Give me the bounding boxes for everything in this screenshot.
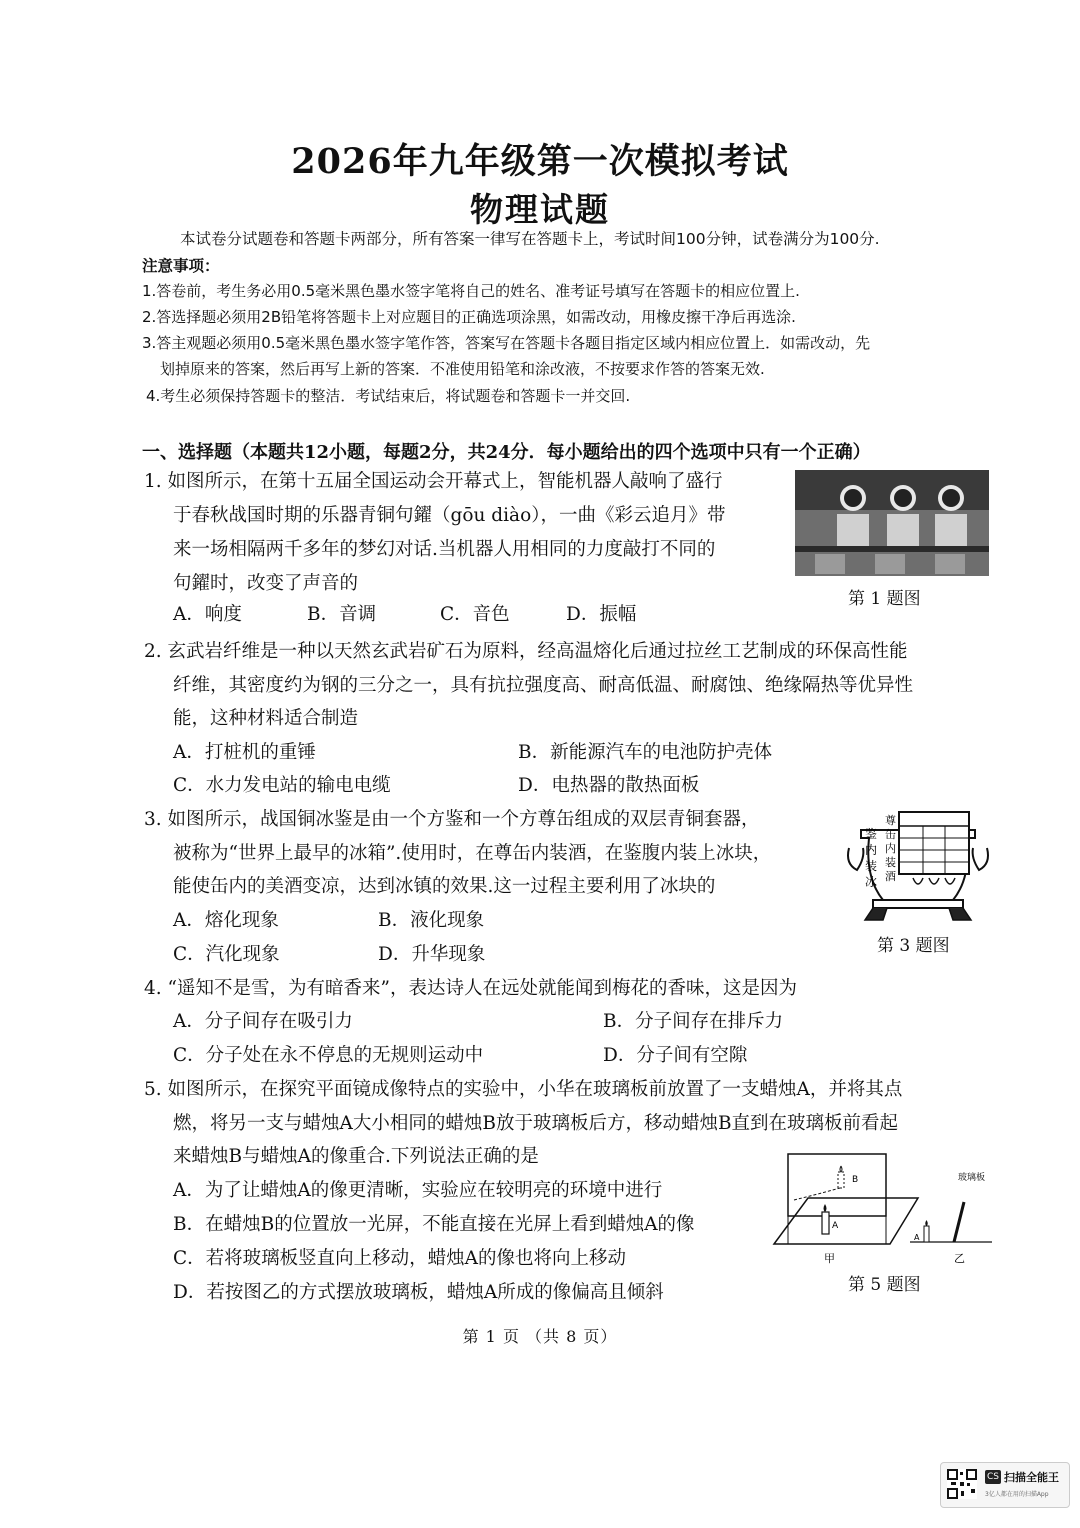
q3-label-ice-3: 装: [865, 859, 878, 873]
q5-figure-caption: 第 5 题图: [848, 1275, 921, 1295]
q2-option-d: D．电热器的散热面板: [518, 775, 700, 796]
exam-subtitle: 物理试题: [470, 190, 610, 229]
q1-option-b: B．音调: [307, 604, 377, 625]
exam-title: 2026年九年级第一次模拟考试: [291, 141, 789, 182]
notice-item: 3.答主观题必须用0.5毫米黑色墨水签字笔作答，答案写在答题卡各题目指定区域内相应位置上．如需改动，先: [142, 334, 871, 352]
q4-option-d: D．分子间有空隙: [603, 1045, 748, 1066]
q5-option-b: B．在蜡烛B的位置放一光屏，不能直接在光屏上看到蜡烛A的像: [173, 1214, 695, 1235]
q5-mirror-figure: [768, 1146, 994, 1268]
q2-option-b: B．新能源汽车的电池防护壳体: [518, 742, 773, 763]
q1-option-a: A．响度: [173, 604, 242, 625]
notice-heading: 注意事项：: [142, 257, 220, 275]
q4-option-c: C．分子处在永不停息的无规则运动中: [173, 1045, 484, 1066]
notice-item: 1.答卷前，考生务必用0.5毫米黑色墨水签字笔将自己的姓名、准考证号填写在答题卡的相应位置上.: [142, 282, 800, 300]
page-footer: 第 1 页 （共 8 页）: [462, 1327, 618, 1346]
q1-robot-photo: [795, 470, 989, 576]
q1-option-c: C．音色: [440, 604, 510, 625]
exam-intro: 本试卷分试题卷和答题卡两部分，所有答案一律写在答题卡上，考试时间100分钟，试卷满分为100分.: [180, 230, 880, 248]
q3-line: 被称为“世界上最早的冰箱”.使用时，在尊缶内装酒，在鉴腹内装上冰块，: [173, 843, 772, 864]
q2-line: 2. 玄武岩纤维是一种以天然玄武岩矿石为原料，经高温熔化后通过拉丝工艺制成的环保高性能: [144, 641, 908, 662]
q5-line: 来蜡烛B与蜡烛A的像重合.下列说法正确的是: [173, 1146, 539, 1167]
q2-line: 能，这种材料适合制造: [173, 708, 359, 729]
q4-option-b: B．分子间存在排斥力: [603, 1011, 784, 1032]
notice-item: 2.答选择题必须用2B铅笔将答题卡上对应题目的正确选项涂黑，如需改动，用橡皮擦干净后再选涂.: [142, 308, 796, 326]
scanner-watermark: [940, 1462, 1070, 1508]
q5-label-yi: 乙: [954, 1252, 965, 1265]
q5-label-b: B: [852, 1175, 859, 1185]
q3-label-ice-2: 内: [865, 843, 878, 857]
notice-item: 划掉原来的答案，然后再写上新的答案．不准使用铅笔和涂改液，不按要求作答的答案无效.: [160, 360, 765, 378]
qr-code-icon: [947, 1469, 977, 1499]
q5-label-glass: 玻璃板: [958, 1173, 986, 1183]
q3-label-wine-3: 内: [885, 842, 896, 855]
q5-label-jia: 甲: [824, 1252, 835, 1265]
q5-label-a2: A: [914, 1233, 920, 1242]
q3-option-a: A．熔化现象: [173, 910, 279, 931]
q5-line: 燃，将另一支与蜡烛A大小相同的蜡烛B放于玻璃板后方，移动蜡烛B直到在玻璃板前看起: [173, 1113, 899, 1134]
q3-option-b: B．液化现象: [378, 910, 485, 931]
q3-line: 3. 如图所示，战国铜冰鉴是由一个方鉴和一个方尊缶组成的双层青铜套器，: [144, 809, 760, 830]
q3-label-wine-5: 酒: [885, 870, 896, 883]
q4-option-a: A．分子间存在吸引力: [173, 1011, 353, 1032]
q1-line: 于春秋战国时期的乐器青铜句鑃（gōu diào），一曲《彩云追月》带: [173, 505, 726, 526]
q5-label-a: A: [832, 1221, 839, 1231]
q2-line: 纤维，其密度约为钢的三分之一，具有抗拉强度高、耐高低温、耐腐蚀、绝缘隔热等优异性: [173, 675, 914, 696]
q1-line: 句鑃时，改变了声音的: [173, 573, 359, 594]
q3-label-wine-1: 尊: [885, 814, 896, 827]
q3-option-c: C．汽化现象: [173, 944, 280, 965]
q3-ice-box-figure: [843, 808, 993, 926]
q5-option-c: C．若将玻璃板竖直向上移动，蜡烛A的像也将向上移动: [173, 1248, 627, 1269]
q5-line: 5. 如图所示，在探究平面镜成像特点的实验中，小华在玻璃板前放置了一支蜡烛A，并将其点: [144, 1079, 903, 1100]
q3-option-d: D．升华现象: [378, 944, 486, 965]
q5-option-d: D．若按图乙的方式摆放玻璃板，蜡烛A所成的像偏高且倾斜: [173, 1282, 664, 1303]
notice-item: 4.考生必须保持答题卡的整洁．考试结束后，将试题卷和答题卡一并交回.: [146, 387, 631, 405]
q5-option-a: A．为了让蜡烛A的像更清晰，实验应在较明亮的环境中进行: [173, 1180, 663, 1201]
section-heading: 一、选择题（本题共12小题，每题2分，共24分．每小题给出的四个选项中只有一个正确）: [142, 442, 871, 463]
q1-figure-caption: 第 1 题图: [848, 589, 921, 609]
q1-line: 来一场相隔两千多年的梦幻对话.当机器人用相同的力度敲打不同的: [173, 539, 716, 560]
q1-option-d: D．振幅: [566, 604, 637, 625]
q3-label-wine-2: 缶: [885, 828, 896, 841]
q3-figure-caption: 第 3 题图: [877, 936, 950, 956]
scanner-tagline: 3亿人都在用的扫描App: [985, 1491, 1049, 1498]
q4-line: 4. “遥知不是雪，为有暗香来”，表达诗人在远处就能闻到梅花的香味，这是因为: [144, 978, 797, 999]
cs-badge: CS: [987, 1472, 999, 1482]
q2-option-a: A．打桩机的重锤: [173, 742, 316, 763]
q3-line: 能使缶内的美酒变凉，达到冰镇的效果.这一过程主要利用了冰块的: [173, 876, 716, 897]
q3-label-wine-4: 装: [885, 856, 896, 869]
q1-line: 1. 如图所示，在第十五届全国运动会开幕式上，智能机器人敲响了盛行: [144, 471, 723, 492]
q2-option-c: C．水力发电站的输电电缆: [173, 775, 391, 796]
scanner-brand: 扫描全能王: [1004, 1471, 1059, 1484]
q3-label-ice-1: 鉴: [865, 827, 878, 841]
q3-label-ice-4: 冰: [865, 875, 878, 889]
